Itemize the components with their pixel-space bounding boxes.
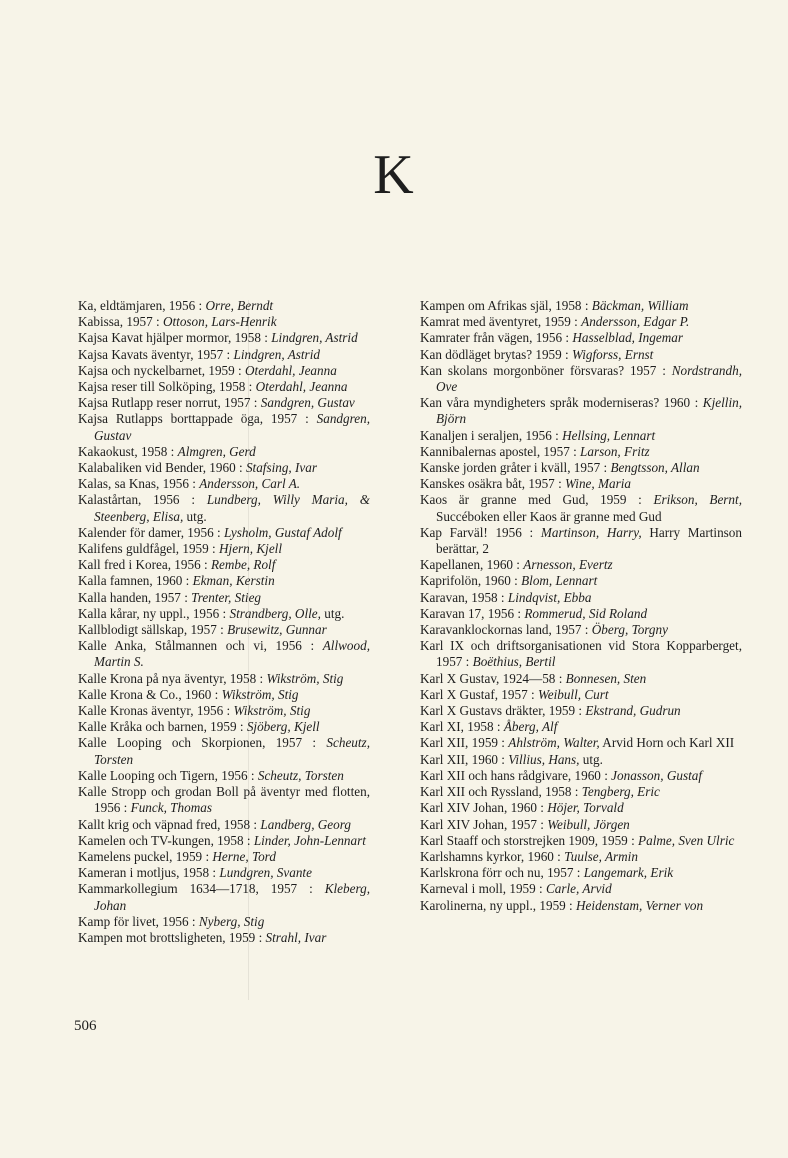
entry-title: Karl X Gustaf, 1957 :: [420, 686, 538, 702]
entry-title: Kajsa och nyckelbarnet, 1959 :: [78, 362, 245, 378]
entry-author: Lysholm, Gustaf Adolf: [223, 524, 342, 540]
entry-author: Tuulse, Armin: [564, 848, 638, 864]
entry-author: Wine, Maria: [565, 476, 631, 492]
index-entry: [420, 590, 742, 606]
entry-title: Kalle Krona & Co., 1960 :: [78, 686, 222, 702]
index-entry: [78, 314, 370, 330]
entry-author: Kleberg, Johan: [94, 881, 370, 913]
entry-author: Orre, Berndt: [205, 298, 274, 313]
entry-note: Harry Martinson berättar, 2: [436, 524, 742, 557]
index-entry: [420, 363, 742, 395]
entry-title: Kap Farväl! 1956 :: [420, 524, 541, 540]
index-entry: [420, 525, 742, 557]
entry-title: Karolinerna, ny uppl., 1959 :: [420, 897, 577, 913]
entry-title: Kalla famnen, 1960 :: [78, 573, 193, 589]
entry-author: Scheutz, Torsten: [257, 767, 344, 783]
index-entry: [420, 557, 742, 573]
entry-title: Kanske jorden gråter i kväll, 1957 :: [420, 460, 611, 476]
entry-author: Åberg, Alf: [503, 719, 558, 735]
entry-author: Allwood, Martin S.: [94, 638, 370, 670]
index-entry: [420, 703, 742, 719]
entry-author: Landberg, Georg: [260, 816, 351, 832]
entry-note: Arvid Horn och Karl XII: [599, 735, 735, 751]
entry-title: Kamrater från vägen, 1956 :: [420, 330, 573, 346]
entry-title: Kanaljen i seraljen, 1956 :: [420, 427, 563, 443]
entry-author: Sjöberg, Kjell: [246, 719, 320, 735]
entry-author: Bäckman, William: [591, 298, 689, 313]
entry-title: Kamelen och TV-kungen, 1958 :: [78, 832, 254, 848]
index-entry: [420, 573, 742, 589]
index-entry: [420, 735, 742, 751]
entry-author: Hellsing, Lennart: [562, 427, 656, 443]
index-entry: [78, 606, 370, 622]
entry-author: Lindgren, Astrid: [271, 330, 358, 346]
index-entry: [78, 833, 370, 849]
entry-title: Kamelens puckel, 1959 :: [78, 848, 213, 864]
entry-title: Kalle Looping och Tigern, 1956 :: [78, 767, 258, 783]
entry-title: Kampen mot brottsligheten, 1959 :: [78, 929, 266, 945]
entry-author: Larson, Fritz: [580, 443, 650, 459]
entry-title: Kallblodigt sällskap, 1957 :: [78, 622, 228, 638]
entry-author: Villius, Hans,: [508, 751, 580, 767]
entry-title: Kalabaliken vid Bender, 1960 :: [78, 460, 246, 476]
entry-author: Bonnesen, Sten: [565, 670, 647, 686]
entry-author: Oterdahl, Jeanna: [255, 379, 348, 395]
index-entry: [78, 768, 370, 784]
entry-title: Kapellanen, 1960 :: [420, 557, 524, 573]
index-entry: [420, 671, 742, 687]
entry-author: Ahlström, Walter,: [508, 735, 600, 751]
entry-title: Kajsa Rutlapps borttappade öga, 1957 :: [78, 411, 317, 427]
entry-title: Karl XII och Ryssland, 1958 :: [420, 784, 582, 800]
entry-title: Kajsa Rutlapp reser norrut, 1957 :: [78, 395, 261, 411]
entry-title: Kaos är granne med Gud, 1959 :: [420, 492, 654, 508]
entry-title: Ka, eldtämjaren, 1956 :: [78, 298, 206, 313]
index-entry: [78, 784, 370, 816]
entry-title: Kalle Kråka och barnen, 1959 :: [78, 719, 247, 735]
index-entry: [420, 833, 742, 849]
entry-author: Strandberg, Olle,: [229, 605, 321, 621]
entry-title: Kalle Anka, Stålmannen och vi, 1956 :: [78, 638, 323, 654]
index-entry: [78, 460, 370, 476]
entry-author: Heidenstam, Verner von: [576, 897, 704, 913]
index-entry: [420, 784, 742, 800]
index-entry: [420, 817, 742, 833]
entry-author: Sandgren, Gustav: [94, 411, 370, 443]
index-entry: [420, 638, 742, 670]
entry-title: Kalastårtan, 1956 :: [78, 492, 207, 508]
entry-title: Kamp för livet, 1956 :: [78, 913, 199, 929]
entry-author: Arnesson, Evertz: [523, 557, 613, 573]
entry-author: Blom, Lennart: [521, 573, 598, 589]
index-entry: [420, 622, 742, 638]
entry-author: Hasselblad, Ingemar: [572, 330, 683, 346]
entry-title: Karl IX och driftsorganisationen vid Stora Kopparberget, 1957 :: [420, 638, 742, 670]
entry-author: Brusewitz, Gunnar: [227, 622, 327, 638]
entry-title: Karl XI, 1958 :: [420, 719, 504, 735]
entry-title: Karl XII, 1959 :: [420, 735, 509, 751]
index-entry: [78, 817, 370, 833]
entry-author: Lindqvist, Ebba: [507, 589, 592, 605]
entry-title: Karneval i moll, 1959 :: [420, 881, 546, 897]
index-entry: [78, 557, 370, 573]
entry-title: Kalla kårar, ny uppl., 1956 :: [78, 605, 230, 621]
entry-note: utg.: [579, 751, 603, 767]
entry-title: Karl Staaff och storstrejken 1909, 1959 :: [420, 832, 639, 848]
entry-title: Karl XIV Johan, 1960 :: [420, 800, 548, 816]
index-entry: [78, 525, 370, 541]
entry-title: Kamrat med äventyret, 1959 :: [420, 314, 582, 330]
entry-author: Lundgren, Svante: [219, 865, 312, 881]
index-entry: [78, 363, 370, 379]
index-entry: [420, 898, 742, 914]
entry-author: Ekstrand, Gudrun: [585, 703, 681, 719]
entry-author: Jonasson, Gustaf: [611, 767, 703, 783]
entry-author: Weibull, Curt: [537, 686, 609, 702]
index-entry: [78, 411, 370, 443]
entry-title: Kannibalernas apostel, 1957 :: [420, 443, 581, 459]
index-entry: [420, 768, 742, 784]
entry-title: Kallt krig och väpnad fred, 1958 :: [78, 816, 261, 832]
index-entry: [78, 298, 370, 314]
entry-title: Karl XII och hans rådgivare, 1960 :: [420, 767, 612, 783]
index-entry: [420, 492, 742, 524]
entry-author: Rembe, Rolf: [210, 557, 276, 573]
index-entry: [78, 379, 370, 395]
index-entry: [420, 881, 742, 897]
entry-title: Kan dödläget brytas? 1959 :: [420, 346, 572, 362]
entry-author: Wikström, Stig: [221, 686, 299, 702]
entry-author: Andersson, Edgar P.: [581, 314, 690, 330]
section-letter: K: [373, 144, 415, 206]
entry-title: Kalle Looping och Skorpionen, 1957 :: [78, 735, 327, 751]
entry-author: Sandgren, Gustav: [260, 395, 355, 411]
entry-author: Oterdahl, Jeanna: [245, 362, 337, 378]
index-entry: [78, 849, 370, 865]
entry-title: Kajsa Kavat hjälper mormor, 1958 :: [78, 330, 272, 346]
entry-title: Karavan, 1958 :: [420, 589, 508, 605]
entry-author: Herne, Tord: [212, 848, 276, 864]
entry-title: Karlskrona förr och nu, 1957 :: [420, 865, 584, 881]
index-entry: [78, 590, 370, 606]
entry-author: Langemark, Erik: [583, 865, 674, 881]
index-entry: [420, 444, 742, 460]
index-entry: [420, 752, 742, 768]
index-entry: [78, 395, 370, 411]
index-entry: [420, 298, 742, 314]
entry-author: Lundberg, Willy Maria, & Steenberg, Elisa,: [94, 492, 370, 524]
entry-author: Kjellin, Björn: [436, 395, 742, 427]
entry-title: Karl XII, 1960 :: [420, 751, 509, 767]
entry-title: Kameran i motljus, 1958 :: [78, 865, 220, 881]
entry-author: Carle, Arvid: [546, 881, 612, 897]
entry-note: Succéboken eller Kaos är granne med Gud: [436, 508, 662, 524]
index-entry: [78, 638, 370, 670]
index-entry: [78, 622, 370, 638]
index-entry: [420, 460, 742, 476]
entry-author: Wigforss, Ernst: [572, 346, 654, 362]
entry-author: Wikström, Stig: [233, 703, 311, 719]
entry-author: Lindgren, Astrid: [233, 346, 320, 362]
entry-author: Stafsing, Ivar: [245, 460, 318, 476]
entry-author: Weibull, Jörgen: [547, 816, 630, 832]
index-entry: [78, 492, 370, 524]
entry-author: Funck, Thomas: [130, 800, 212, 816]
entry-title: Kajsa reser till Solköping, 1958 :: [78, 379, 256, 395]
entry-author: Tengberg, Eric: [581, 784, 660, 800]
index-entry: [420, 314, 742, 330]
entry-title: Kanskes osäkra båt, 1957 :: [420, 476, 566, 492]
entry-title: Kampen om Afrikas själ, 1958 :: [420, 298, 592, 313]
index-entry: [420, 395, 742, 427]
entry-title: Kabissa, 1957 :: [78, 314, 163, 330]
entry-title: Kalle Kronas äventyr, 1956 :: [78, 703, 234, 719]
index-entry: [420, 476, 742, 492]
index-entry: [78, 687, 370, 703]
entry-author: Wikström, Stig: [266, 670, 344, 686]
index-entry: [420, 865, 742, 881]
index-entry: [78, 444, 370, 460]
index-entry: [78, 719, 370, 735]
index-entry: [78, 881, 370, 913]
index-entry: [78, 330, 370, 346]
entry-author: Ekman, Kerstin: [192, 573, 275, 589]
index-entry: [78, 573, 370, 589]
entry-author: Trenter, Stieg: [191, 589, 262, 605]
entry-author: Nyberg, Stig: [198, 913, 265, 929]
index-entry: [420, 687, 742, 703]
index-column-left: [78, 298, 370, 946]
entry-note: utg.: [320, 605, 345, 621]
entry-author: Linder, John-Lennart: [253, 832, 366, 848]
index-entry: [78, 735, 370, 767]
entry-author: Strahl, Ivar: [265, 929, 327, 945]
entry-author: Erikson, Bernt,: [653, 492, 742, 508]
index-entry: [420, 606, 742, 622]
entry-title: Kall fred i Korea, 1956 :: [78, 557, 211, 573]
entry-title: Karl X Gustav, 1924—58 :: [420, 670, 566, 686]
entry-title: Kalifens guldfågel, 1959 :: [78, 541, 219, 557]
index-entry: [78, 703, 370, 719]
entry-author: Almgren, Gerd: [177, 443, 256, 459]
entry-author: Nordstrandh, Ove: [436, 362, 742, 395]
entry-title: Kan våra myndigheters språk moderniseras? 1960 :: [420, 395, 703, 411]
entry-author: Palme, Sven Ulric: [638, 832, 735, 848]
entry-author: Hjern, Kjell: [219, 541, 283, 557]
index-entry: [420, 719, 742, 735]
index-entry: [78, 671, 370, 687]
entry-title: Kajsa Kavats äventyr, 1957 :: [78, 346, 234, 362]
entry-title: Kaprifolön, 1960 :: [420, 573, 522, 589]
index-entry: [78, 347, 370, 363]
entry-title: Karl X Gustavs dräkter, 1959 :: [420, 703, 586, 719]
entry-author: Bengtsson, Allan: [610, 460, 700, 476]
index-entry: [78, 865, 370, 881]
entry-title: Karavanklockornas land, 1957 :: [420, 622, 592, 638]
entry-title: Kalla handen, 1957 :: [78, 589, 192, 605]
entry-title: Kalle Krona på nya äventyr, 1958 :: [78, 670, 267, 686]
index-entry: [78, 914, 370, 930]
entry-author: Ottoson, Lars-Henrik: [162, 314, 277, 330]
entry-author: Andersson, Carl A.: [199, 476, 301, 492]
page-number: 506: [74, 1018, 97, 1034]
entry-title: Kalas, sa Knas, 1956 :: [78, 476, 200, 492]
entry-title: Kalender för damer, 1956 :: [78, 524, 224, 540]
entry-author: Höjer, Torvald: [547, 800, 624, 816]
index-entry: [78, 476, 370, 492]
entry-author: Öberg, Torgny: [591, 622, 668, 638]
index-entry: [78, 541, 370, 557]
entry-author: Martinson, Harry,: [540, 524, 642, 540]
index-entry: [420, 330, 742, 346]
index-entry: [420, 428, 742, 444]
entry-title: Karl XIV Johan, 1957 :: [420, 816, 548, 832]
entry-author: Boëthius, Bertil: [472, 654, 556, 670]
index-entry: [420, 800, 742, 816]
entry-title: Karlshamns kyrkor, 1960 :: [420, 848, 565, 864]
index-entry: [78, 930, 370, 946]
index-entry: [420, 347, 742, 363]
entry-author: Rommerud, Sid Roland: [524, 605, 648, 621]
entry-title: Karavan 17, 1956 :: [420, 605, 525, 621]
entry-title: Kalle Stropp och grodan Boll på äventyr med flotten, 1956 :: [78, 784, 370, 816]
entry-note: utg.: [183, 508, 207, 524]
entry-author: Scheutz, Torsten: [94, 735, 370, 767]
index-column-right: [420, 298, 742, 914]
entry-title: Kakaokust, 1958 :: [78, 443, 178, 459]
entry-title: Kammarkollegium 1634—1718, 1957 :: [78, 881, 325, 897]
index-entry: [420, 849, 742, 865]
entry-title: Kan skolans morgonböner försvaras? 1957 :: [420, 362, 672, 378]
